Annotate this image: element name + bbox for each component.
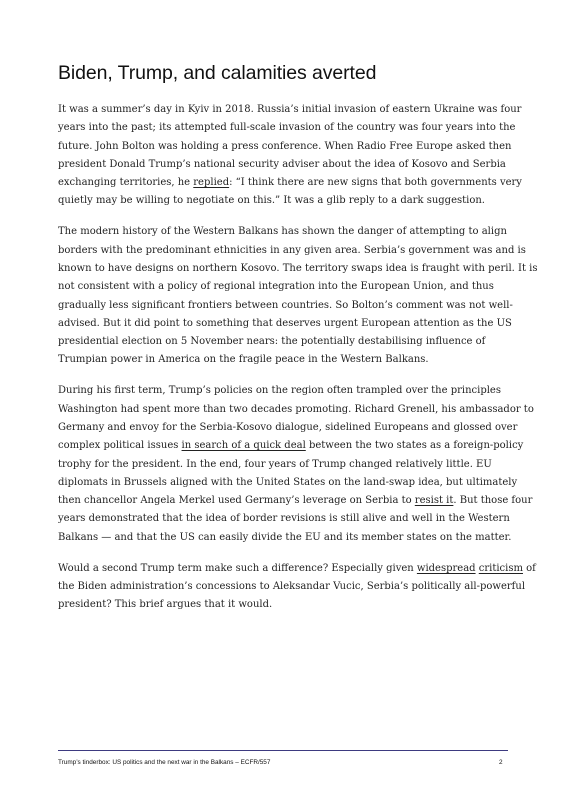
text-segment: The modern history of the Western Balkans has shown the danger of attempting to align [58, 226, 507, 238]
text-line [58, 401, 534, 419]
text-line [58, 315, 512, 333]
text-segment: quietly may be willing to negotiate on this.” It was a glib reply to a dark suggestion. [58, 195, 485, 207]
text-line [58, 492, 533, 510]
text-segment: presidential election on 5 November nears: the potentially destabilising influence of [58, 336, 486, 348]
text-segment: It was a summer’s day in Kyiv in 2018. Russia’s initial invasion of eastern Ukraine was four [58, 104, 522, 115]
text-segment: known to have designs on northern Kosovo. The territory swaps idea is fraught with peril. It is [58, 262, 538, 274]
text-segment: diplomats in Brussels aligned with the United States on the land-swap idea, but ultimately [58, 476, 518, 488]
text-line [58, 560, 536, 578]
text-segment: exchanging territories, he [58, 177, 194, 189]
inline-link[interactable]: replied [193, 177, 230, 189]
inline-link[interactable]: in search of a quick deal [181, 440, 306, 452]
text-segment: the Biden administration’s concessions to Aleksandar Vucic, Serbia’s politically all-powerful [58, 580, 526, 592]
text-line [58, 333, 512, 351]
text-line [58, 101, 522, 119]
text-line [58, 260, 538, 278]
text-segment: Balkans — and that the US can easily divide the EU and its member states on the matter. [58, 531, 512, 543]
text-segment: president Donald Trump’s national security adviser about the idea of Kosovo and Serbia [58, 158, 506, 170]
text-segment: then chancellor Angela Merkel used Germany’s leverage on Serbia to [58, 495, 415, 507]
text-line [58, 456, 512, 474]
text-segment: of [522, 562, 536, 574]
text-segment: complex political issues [58, 440, 182, 452]
text-line [58, 474, 518, 492]
text-line [58, 278, 512, 296]
inline-link[interactable]: resist it [414, 495, 454, 507]
page-number: 2 [499, 759, 503, 766]
paragraph [58, 223, 538, 369]
article-body [58, 101, 538, 627]
text-segment: advised. But it did point to something that deserves urgent European attention as the US [58, 317, 512, 329]
paragraph [58, 382, 534, 547]
text-line [58, 382, 512, 400]
inline-link[interactable]: widespread [416, 562, 476, 574]
text-line [58, 297, 512, 315]
text-segment: gradually less significant frontiers between countries. So Bolton’s comment was not well- [58, 299, 513, 311]
text-line [58, 138, 512, 156]
inline-link[interactable]: criticism [478, 562, 523, 574]
text-segment: Would a second Trump term make such a difference? Especially given [58, 562, 417, 574]
text-segment: Washington had spent more than two decades promoting. Richard Grenell, his ambassador to [58, 403, 534, 415]
text-segment: trophy for the president. In the end, four years of Trump changed relatively little. EU [58, 458, 492, 470]
article-title: Biden, Trump, and calamities averted [58, 62, 377, 84]
paragraph [58, 560, 536, 615]
text-line [58, 119, 516, 137]
text-line [58, 242, 526, 260]
text-line [58, 174, 522, 192]
text-line [58, 437, 524, 455]
text-segment: During his first term, Trump’s policies on the region often trampled over the principles [58, 385, 501, 397]
text-segment: between the two states as a foreign-policy [305, 440, 524, 452]
text-line [58, 192, 512, 210]
text-segment: Trumpian power in America on the fragile peace in the Western Balkans. [58, 354, 429, 366]
paragraph [58, 101, 522, 211]
text-segment: years into the past; its attempted full-scale invasion of the country was four years into the [58, 122, 516, 134]
text-segment: years demonstrated that the idea of border revisions is still alive and well in the Western [58, 513, 510, 525]
text-segment: : “I think there are new signs that both governments very [229, 177, 522, 189]
text-line [58, 529, 512, 547]
text-segment: president? This brief argues that it would. [58, 599, 273, 611]
text-line [58, 223, 512, 241]
text-segment: borders with the predominant ethnicities in any given area. Serbia’s government was and is [58, 244, 526, 256]
footer-divider [58, 750, 508, 751]
text-segment: . But those four [453, 495, 533, 507]
text-line [58, 419, 518, 437]
text-segment: future. John Bolton was holding a press conference. When Radio Free Europe asked then [58, 140, 512, 152]
text-segment: not consistent with a policy of regional integration into the European Union, and thus [58, 281, 494, 293]
text-line [58, 156, 512, 174]
text-line [58, 578, 526, 596]
text-line [58, 596, 512, 614]
text-line [58, 510, 512, 528]
footer-caption: Trump’s tinderbox: US politics and the next war in the Balkans – ECFR/557 [58, 759, 271, 766]
text-line [58, 351, 512, 369]
text-segment: Germany and envoy for the Serbia-Kosovo dialogue, sidelined Europeans and glossed over [58, 421, 518, 433]
